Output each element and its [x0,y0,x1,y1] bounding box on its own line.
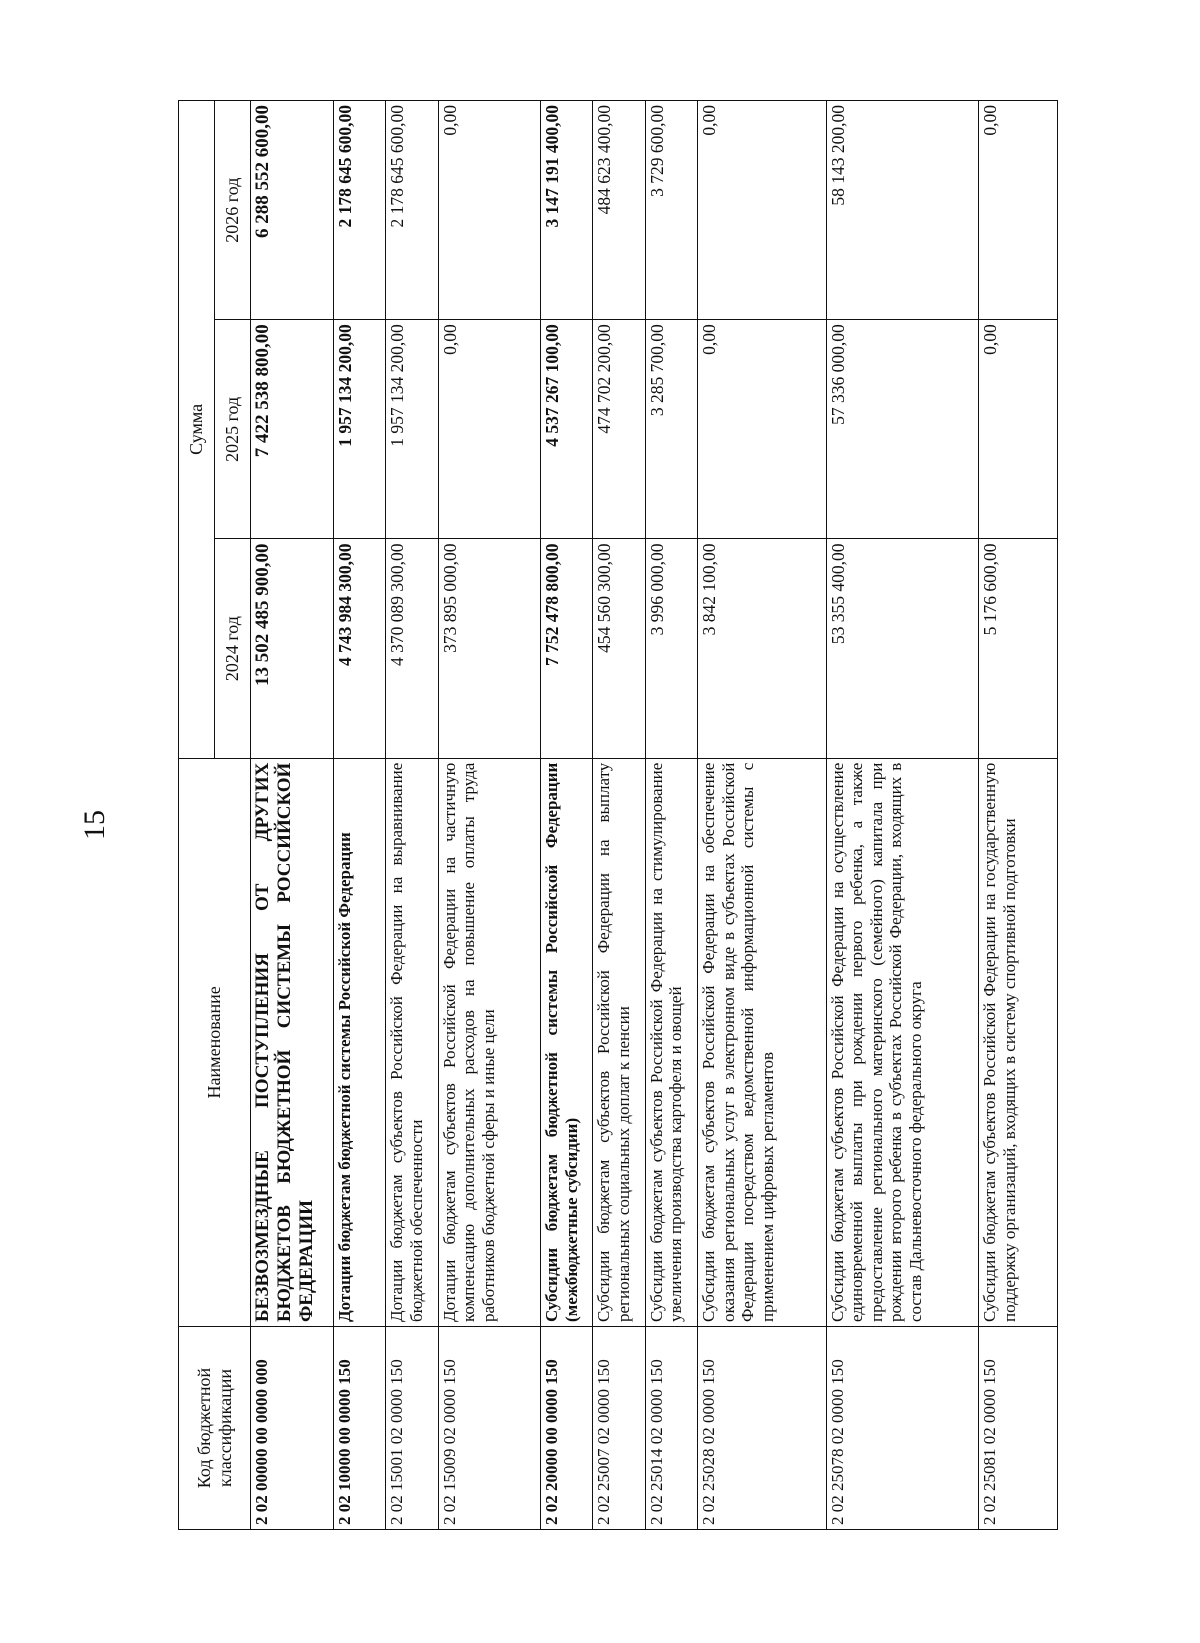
table-row [979,101,1058,1530]
row-value-2026: 2 178 645 600,00 [333,101,385,320]
row-code: 2 02 20000 00 0000 150 [541,1327,593,1530]
row-name: Субсидии бюджетам субъектов Российской Федерации на осуществление единовременной выплаты при рождении первого ребенка, а также предоставление регионального материнского (семейного) капитала при рождении второго ребенка в субъектах Российской Федерации, входящих в состав Дальневосточного федерального округа [826,758,979,1326]
row-value-2026: 3 729 600,00 [645,101,697,320]
table-row [826,101,979,1530]
row-name: Субсидии бюджетам субъектов Российской Федерации на стимулирование увеличения производства картофеля и овощей [645,758,697,1326]
row-code: 2 02 25028 02 0000 150 [698,1327,827,1530]
row-value-2026: 3 147 191 400,00 [541,101,593,320]
row-code: 2 02 25007 02 0000 150 [593,1327,645,1530]
row-value-2026: 0,00 [698,101,827,320]
row-value-2025: 7 422 538 800,00 [251,320,334,539]
row-name: БЕЗВОЗМЕЗДНЫЕ ПОСТУПЛЕНИЯ ОТ ДРУГИХ БЮДЖЕТОВ БЮДЖЕТНОЙ СИСТЕМЫ РОССИЙСКОЙ ФЕДЕРАЦИИ [251,758,334,1326]
row-name: Субсидии бюджетам бюджетной системы Российской Федерации (межбюджетные субсидии) [541,758,593,1326]
row-code: 2 02 10000 00 0000 150 [333,1327,385,1530]
table-row [593,101,645,1530]
row-value-2024: 454 560 300,00 [593,539,645,758]
row-value-2024: 4 370 089 300,00 [386,539,438,758]
row-value-2024: 373 895 000,00 [438,539,541,758]
row-value-2026: 0,00 [438,101,541,320]
row-value-2024: 3 842 100,00 [698,539,827,758]
row-value-2026: 58 143 200,00 [826,101,979,320]
row-value-2025: 0,00 [698,320,827,539]
row-value-2025: 1 957 134 200,00 [386,320,438,539]
budget-table [178,100,1058,1530]
row-value-2025: 474 702 200,00 [593,320,645,539]
row-value-2025: 1 957 134 200,00 [333,320,385,539]
table-row [541,101,593,1530]
row-value-2026: 6 288 552 600,00 [251,101,334,320]
row-name: Субсидии бюджетам субъектов Российской Федерации на выплату региональных социальных доплат к пенсии [593,758,645,1326]
row-code: 2 02 25014 02 0000 150 [645,1327,697,1530]
table-row [251,101,334,1530]
row-value-2024: 13 502 485 900,00 [251,539,334,758]
budget-sheet [178,100,1058,1530]
table-row [645,101,697,1530]
row-name: Дотации бюджетам бюджетной системы Российской Федерации [333,758,385,1326]
row-code: 2 02 25078 02 0000 150 [826,1327,979,1530]
row-value-2026: 2 178 645 600,00 [386,101,438,320]
header-year-2024: 2024 год [215,539,251,758]
header-code: Код бюджетной классификации [179,1327,251,1530]
table-row [438,101,541,1530]
row-value-2025: 0,00 [438,320,541,539]
row-code: 2 02 15009 02 0000 150 [438,1327,541,1530]
row-code: 2 02 00000 00 0000 000 [251,1327,334,1530]
row-code: 2 02 15001 02 0000 150 [386,1327,438,1530]
row-value-2024: 7 752 478 800,00 [541,539,593,758]
header-sum: Сумма [179,101,215,759]
row-value-2025: 57 336 000,00 [826,320,979,539]
row-value-2024: 5 176 600,00 [979,539,1058,758]
table-row [386,101,438,1530]
row-value-2025: 4 537 267 100,00 [541,320,593,539]
row-value-2024: 4 743 984 300,00 [333,539,385,758]
header-year-2025: 2025 год [215,320,251,539]
header-name: Наименование [179,758,251,1326]
row-name: Субсидии бюджетам субъектов Российской Федерации на государственную поддержку организаций, входящих в систему спортивной подготовки [979,758,1058,1326]
table-row [333,101,385,1530]
row-value-2025: 0,00 [979,320,1058,539]
table-row [698,101,827,1530]
row-value-2024: 3 996 000,00 [645,539,697,758]
page-number: 15 [78,810,111,840]
header-year-2026: 2026 год [215,101,251,320]
row-value-2026: 484 623 400,00 [593,101,645,320]
row-code: 2 02 25081 02 0000 150 [979,1327,1058,1530]
row-name: Дотации бюджетам субъектов Российской Федерации на выравнивание бюджетной обеспеченности [386,758,438,1326]
row-value-2025: 3 285 700,00 [645,320,697,539]
row-name: Субсидии бюджетам субъектов Российской Федерации на обеспечение оказания региональных услуг в электронном виде в субъектах Российской Федерации посредством ведомственной информационной системы с применением цифровых регламентов [698,758,827,1326]
row-name: Дотации бюджетам субъектов Российской Федерации на частичную компенсацию дополнительных расходов на повышение оплаты труда работников бюджетной сферы и иные цели [438,758,541,1326]
row-value-2024: 53 355 400,00 [826,539,979,758]
row-value-2026: 0,00 [979,101,1058,320]
